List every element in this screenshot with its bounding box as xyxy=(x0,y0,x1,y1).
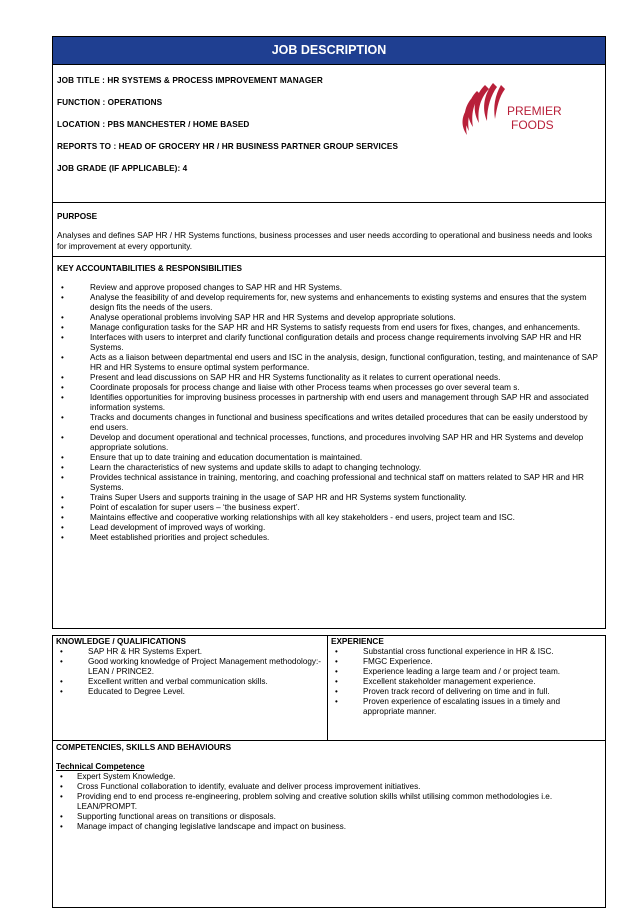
list-item: • Cross Functional collaboration to identify, evaluate and deliver process improvement initiatives. xyxy=(56,782,602,792)
competencies-list xyxy=(56,772,602,832)
logo-text-line1: PREMIER xyxy=(507,104,562,118)
list-item: • Maintains effective and cooperative working relationships with all key stakeholders - end users, project team and ISC. xyxy=(57,513,601,523)
list-item: • Providing end to end process re-engineering, problem solving and creative solution skills whilst utilising common methodologies i.e. LEAN/PROMPT. xyxy=(56,792,602,812)
list-item: • Analyse operational problems involving SAP HR and HR Systems and develop appropriate solutions. xyxy=(57,313,601,323)
list-item: • Review and approve proposed changes to SAP HR and HR Systems. xyxy=(57,283,601,293)
job-grade-field: JOB GRADE (IF APPLICABLE): 4 xyxy=(57,164,188,173)
list-item: • Interfaces with users to interpret and clarify functional configuration details and process change requirements involving SAP HR and HR Systems. xyxy=(57,333,601,353)
list-item: • Experience leading a large team and / or project team. xyxy=(331,667,602,677)
experience-heading: EXPERIENCE xyxy=(331,637,384,646)
function-field: FUNCTION : OPERATIONS xyxy=(57,98,163,107)
list-item: • Substantial cross functional experience in HR & ISC. xyxy=(331,647,602,657)
purpose-heading: PURPOSE xyxy=(57,212,98,221)
list-item: • FMGC Experience. xyxy=(331,657,602,667)
header-section xyxy=(52,65,606,203)
accountabilities-heading: KEY ACCOUNTABILITIES & RESPONSIBILITIES xyxy=(57,264,242,273)
list-item: • Excellent stakeholder management experience. xyxy=(331,677,602,687)
list-item: • Analyse the feasibility of and develop requirements for, new systems and enhancements to existing systems and ensures that the system design fits the needs of the users. xyxy=(57,293,601,313)
list-item: • Supporting functional areas on transitions or disposals. xyxy=(56,812,602,822)
list-item: • Manage impact of changing legislative landscape and impact on business. xyxy=(56,822,602,832)
list-item: • Identifies opportunities for improving business processes in partnership with end users and management through SAP HR and associated information systems. xyxy=(57,393,601,413)
experience-column xyxy=(328,636,605,740)
accountabilities-section xyxy=(52,257,606,629)
list-item: • Acts as a liaison between departmental end users and ISC in the analysis, design, functional configuration, testing, and maintenance of SAP HR and HR Systems to ensure optimal system performance. xyxy=(57,353,601,373)
list-item: • Educated to Degree Level. xyxy=(56,687,324,697)
list-item: • Present and lead discussions on SAP HR and HR Systems functionality as it relates to current operational needs. xyxy=(57,373,601,383)
knowledge-experience-section xyxy=(52,635,606,741)
list-item: • Provides technical assistance in training, mentoring, and coaching professional and technical staff on matters related to SAP HR and HR Systems. xyxy=(57,473,601,493)
list-item: • Manage configuration tasks for the SAP HR and HR Systems to satisfy requests from end users for fixes, changes, and enhancements. xyxy=(57,323,601,333)
competencies-section xyxy=(52,741,606,908)
list-item: • Expert System Knowledge. xyxy=(56,772,602,782)
logo-text-line2: FOODS xyxy=(511,118,554,132)
technical-competence-subheading: Technical Competence xyxy=(56,762,145,771)
knowledge-list xyxy=(56,647,324,697)
list-item: • Point of escalation for super users – ‘the business expert’. xyxy=(57,503,601,513)
list-item: • Develop and document operational and technical processes, functions, and procedures involving SAP HR and HR Systems and develop appropriate solutions. xyxy=(57,433,601,453)
list-item: • SAP HR & HR Systems Expert. xyxy=(56,647,324,657)
purpose-text: Analyses and defines SAP HR / HR Systems functions, business processes and user needs according to operational and business needs and looks for improvement at every opportunity. xyxy=(57,231,593,251)
reports-to-field: REPORTS TO : HEAD OF GROCERY HR / HR BUSINESS PARTNER GROUP SERVICES xyxy=(57,142,399,151)
list-item: • Coordinate proposals for process change and liaise with other Process teams when processes go over several team s. xyxy=(57,383,601,393)
list-item: • Learn the characteristics of new systems and update skills to adapt to changing technology. xyxy=(57,463,601,473)
location-field: LOCATION : PBS MANCHESTER / HOME BASED xyxy=(57,120,250,129)
job-description-document xyxy=(52,36,606,908)
list-item: • Meet established priorities and project schedules. xyxy=(57,533,601,543)
premier-foods-logo xyxy=(457,77,577,149)
document-title: JOB DESCRIPTION xyxy=(52,36,606,65)
list-item: • Good working knowledge of Project Management methodology:- LEAN / PRINCE2. xyxy=(56,657,324,677)
knowledge-heading: KNOWLEDGE / QUALIFICATIONS xyxy=(56,637,186,646)
accountabilities-list xyxy=(57,283,601,543)
knowledge-column xyxy=(53,636,328,740)
list-item: • Lead development of improved ways of working. xyxy=(57,523,601,533)
list-item: • Proven experience of escalating issues in a timely and appropriate manner. xyxy=(331,697,602,717)
competencies-heading: COMPETENCIES, SKILLS AND BEHAVIOURS xyxy=(56,743,232,752)
list-item: • Trains Super Users and supports training in the usage of SAP HR and HR Systems system functionality. xyxy=(57,493,601,503)
list-item: • Ensure that up to date training and education documentation is maintained. xyxy=(57,453,601,463)
job-title-field: JOB TITLE : HR SYSTEMS & PROCESS IMPROVEMENT MANAGER xyxy=(57,76,323,85)
purpose-section xyxy=(52,203,606,257)
experience-list xyxy=(331,647,602,717)
premier-foods-logo-icon xyxy=(457,77,577,149)
job-fields xyxy=(57,75,417,185)
list-item: • Proven track record of delivering on time and in full. xyxy=(331,687,602,697)
list-item: • Excellent written and verbal communication skills. xyxy=(56,677,324,687)
list-item: • Tracks and documents changes in functional and business specifications and writes detailed procedures that can be easily understood by end users. xyxy=(57,413,601,433)
